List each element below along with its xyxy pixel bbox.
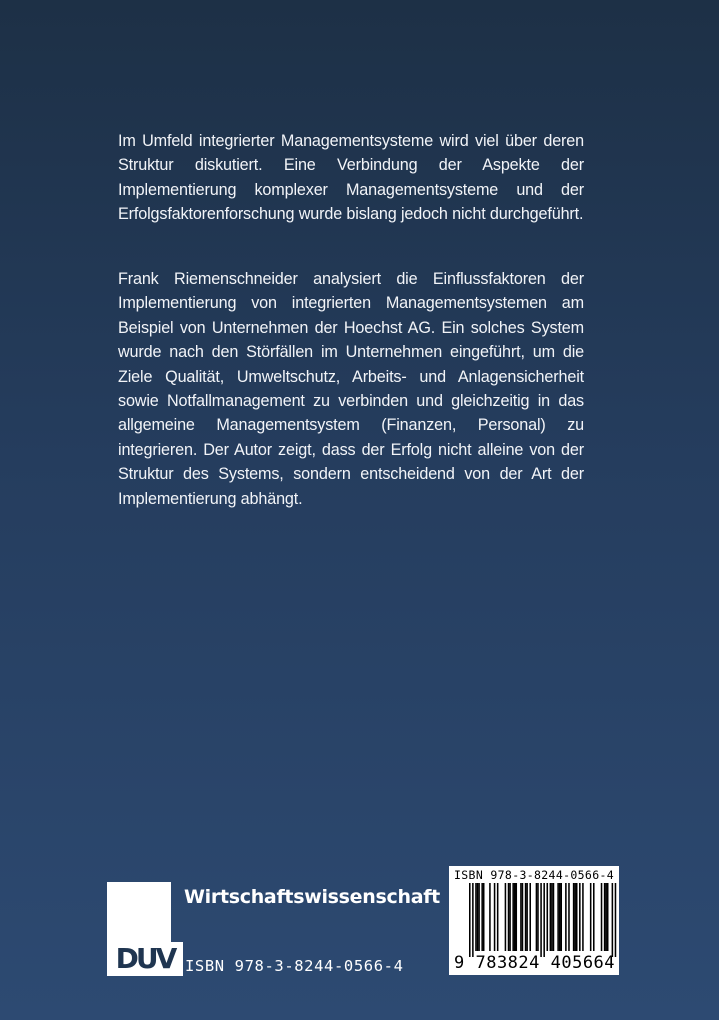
barcode-bar [553,883,555,951]
barcode-bar [525,883,527,951]
barcode-bar [475,883,477,951]
barcode-bar [478,883,480,951]
publisher-isbn: ISBN 978-3-8244-0566-4 [185,957,404,975]
barcode-bar [601,883,603,951]
barcode-bar [520,883,522,951]
barcode-bar [494,883,496,951]
back-cover-paragraph-1: Im Umfeld integrierter Managementsysteme wird viel über deren Struktur diskutiert. Eine Verbindung der Aspekte der Implementierung komplexer Managementsysteme und der Erfolgsfaktorenforschung wurde bislang jedoch nicht durchgeführt. [118,132,584,224]
barcode-bar [509,883,511,951]
barcode-bar [568,883,570,951]
series-title: Wirtschaftswissenschaft [184,886,440,908]
publisher-logo-bar [107,882,171,942]
publisher-logo [107,942,183,976]
back-cover-paragraph-2: Frank Riemenschneider analysiert die Einflussfaktoren der Implementierung von integrierten Managementsystemen am Beispiel von Unternehmen der Hoechst AG. Ein solches System wurde nach den Störfällen im Unternehmen eingeführt, um die Ziele Qualität, Umweltschutz, Arbeits- und Anlagensicherheit sowie Notfallmanagement zu verbinden und gleichzeitig in das allgemeine Managementsystem (Finanzen, Personal) zu integrieren. Der Autor zeigt, dass der Erfolg nicht alleine von der Struktur des Systems, sondern entscheidend von der Art der Implementierung abhängt. [118,270,584,508]
barcode-bar [604,883,606,951]
barcode-bar [516,883,518,951]
barcode-bar [477,883,479,951]
barcode-bar [559,883,561,951]
barcode-bar [547,883,549,951]
barcode-bar [605,883,607,951]
barcode-bar [469,883,471,957]
barcode-bar [593,883,595,951]
barcode-bar [573,883,575,951]
barcode-bar [540,883,542,957]
barcode-digits: 9 783824 405664 [454,953,616,973]
barcode-bar [579,883,581,951]
barcode-bar [522,883,524,951]
barcode-isbn-label: ISBN 978-3-8244-0566-4 [454,868,615,882]
barcode-bar [529,883,531,951]
barcode-bar [576,883,578,951]
barcode-bar [582,883,584,951]
barcode-bar [543,883,545,957]
isbn-barcode [449,866,619,975]
barcode-bar [483,883,485,951]
barcode-bar [612,883,614,957]
barcode-bar [472,883,474,957]
barcode-bar [615,883,617,957]
barcode-bar [489,883,491,951]
barcode-bar [536,883,538,951]
publisher-logo-text: DUV [115,942,175,975]
barcode-bar [590,883,592,951]
barcode-bar [481,883,483,951]
barcode-bar [505,883,507,951]
barcode-bar [497,883,499,951]
barcode-bar [550,883,552,951]
barcode-bar [508,883,510,951]
barcode-bar [560,883,562,951]
barcode-bar [574,883,576,951]
barcode-bar [514,883,516,951]
barcode-bar [551,883,553,951]
barcode-bar [607,883,609,951]
barcode-bar [512,883,514,951]
barcode-bar [537,883,539,951]
barcode-bar [557,883,559,951]
barcode-bar [526,883,528,951]
barcode-bar [565,883,567,951]
